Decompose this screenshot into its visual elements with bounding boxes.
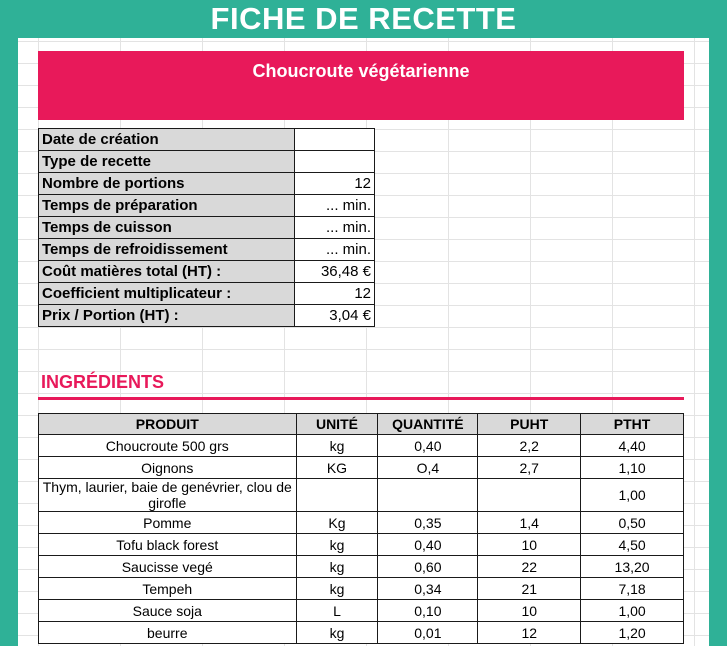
table-cell[interactable]: kg	[296, 556, 378, 578]
table-cell[interactable]: 0,34	[378, 578, 478, 600]
info-label[interactable]: Coefficient multiplicateur :	[39, 283, 295, 305]
column-header[interactable]: PRODUIT	[39, 414, 297, 435]
info-row	[39, 173, 375, 195]
table-cell[interactable]: 12	[478, 622, 581, 644]
info-label[interactable]: Type de recette	[39, 151, 295, 173]
info-row	[39, 129, 375, 151]
table-cell[interactable]: Tempeh	[39, 578, 297, 600]
info-value[interactable]: ... min.	[294, 195, 374, 217]
table-cell[interactable]: 0,60	[378, 556, 478, 578]
table-cell[interactable]: 7,18	[581, 578, 684, 600]
table-cell[interactable]	[478, 479, 581, 512]
table-cell[interactable]: 21	[478, 578, 581, 600]
recipe-name: Choucroute végétarienne	[252, 61, 470, 81]
table-cell[interactable]	[378, 479, 478, 512]
table-row	[39, 512, 684, 534]
info-row	[39, 239, 375, 261]
info-label[interactable]: Coût matières total (HT) :	[39, 261, 295, 283]
table-cell[interactable]: 22	[478, 556, 581, 578]
info-label[interactable]: Temps de préparation	[39, 195, 295, 217]
table-cell[interactable]: 0,50	[581, 512, 684, 534]
ingredients-table	[38, 413, 684, 644]
info-row	[39, 151, 375, 173]
info-value[interactable]: 12	[294, 173, 374, 195]
table-row	[39, 534, 684, 556]
table-row	[39, 457, 684, 479]
table-cell[interactable]: Oignons	[39, 457, 297, 479]
info-value[interactable]: ... min.	[294, 217, 374, 239]
recipe-title-bar[interactable]	[38, 51, 684, 120]
table-cell[interactable]: Choucroute 500 grs	[39, 435, 297, 457]
info-value[interactable]: 12	[294, 283, 374, 305]
info-label[interactable]: Temps de cuisson	[39, 217, 295, 239]
table-cell[interactable]	[296, 479, 378, 512]
table-row	[39, 435, 684, 457]
page-banner: FICHE DE RECETTE	[210, 1, 517, 36]
table-cell[interactable]: Kg	[296, 512, 378, 534]
table-row	[39, 578, 684, 600]
info-row	[39, 261, 375, 283]
table-row	[39, 556, 684, 578]
info-label[interactable]: Nombre de portions	[39, 173, 295, 195]
column-header[interactable]: QUANTITÉ	[378, 414, 478, 435]
spreadsheet-area[interactable]	[18, 38, 709, 646]
table-row	[39, 600, 684, 622]
info-value[interactable]: 36,48 €	[294, 261, 374, 283]
section-divider	[38, 397, 684, 400]
table-cell[interactable]: 1,10	[581, 457, 684, 479]
table-cell[interactable]: KG	[296, 457, 378, 479]
info-row	[39, 283, 375, 305]
info-row	[39, 195, 375, 217]
table-cell[interactable]: 0,35	[378, 512, 478, 534]
table-cell[interactable]: 1,20	[581, 622, 684, 644]
table-cell[interactable]: 4,40	[581, 435, 684, 457]
column-header[interactable]: PUHT	[478, 414, 581, 435]
table-cell[interactable]: 0,40	[378, 534, 478, 556]
table-cell[interactable]: Tofu black forest	[39, 534, 297, 556]
table-cell[interactable]: 2,2	[478, 435, 581, 457]
table-cell[interactable]: kg	[296, 435, 378, 457]
table-row	[39, 622, 684, 644]
table-cell[interactable]: 2,7	[478, 457, 581, 479]
table-cell[interactable]: beurre	[39, 622, 297, 644]
table-cell[interactable]: 0,40	[378, 435, 478, 457]
info-value[interactable]: 3,04 €	[294, 305, 374, 327]
table-cell[interactable]: O,4	[378, 457, 478, 479]
table-cell[interactable]: 10	[478, 534, 581, 556]
table-cell[interactable]: 0,01	[378, 622, 478, 644]
info-value[interactable]	[294, 151, 374, 173]
column-header[interactable]: PTHT	[581, 414, 684, 435]
table-cell[interactable]: Saucisse vegé	[39, 556, 297, 578]
info-row	[39, 305, 375, 327]
info-value[interactable]	[294, 129, 374, 151]
table-cell[interactable]: 10	[478, 600, 581, 622]
ingredients-heading: INGRÉDIENTS	[41, 372, 165, 392]
info-value[interactable]: ... min.	[294, 239, 374, 261]
table-cell[interactable]: kg	[296, 622, 378, 644]
table-cell[interactable]: 0,10	[378, 600, 478, 622]
table-cell[interactable]: Thym, laurier, baie de genévrier, clou de girofle	[39, 479, 297, 512]
table-row	[39, 479, 684, 512]
table-cell[interactable]: 1,00	[581, 600, 684, 622]
column-header[interactable]: UNITÉ	[296, 414, 378, 435]
table-cell[interactable]: kg	[296, 578, 378, 600]
table-cell[interactable]: kg	[296, 534, 378, 556]
info-label[interactable]: Prix / Portion (HT) :	[39, 305, 295, 327]
table-cell[interactable]: 1,4	[478, 512, 581, 534]
info-label[interactable]: Date de création	[39, 129, 295, 151]
info-table	[38, 128, 375, 327]
table-cell[interactable]: 4,50	[581, 534, 684, 556]
info-label[interactable]: Temps de refroidissement	[39, 239, 295, 261]
table-cell[interactable]: 13,20	[581, 556, 684, 578]
info-row	[39, 217, 375, 239]
table-cell[interactable]: 1,00	[581, 479, 684, 512]
table-cell[interactable]: Sauce soja	[39, 600, 297, 622]
table-cell[interactable]: L	[296, 600, 378, 622]
table-cell[interactable]: Pomme	[39, 512, 297, 534]
